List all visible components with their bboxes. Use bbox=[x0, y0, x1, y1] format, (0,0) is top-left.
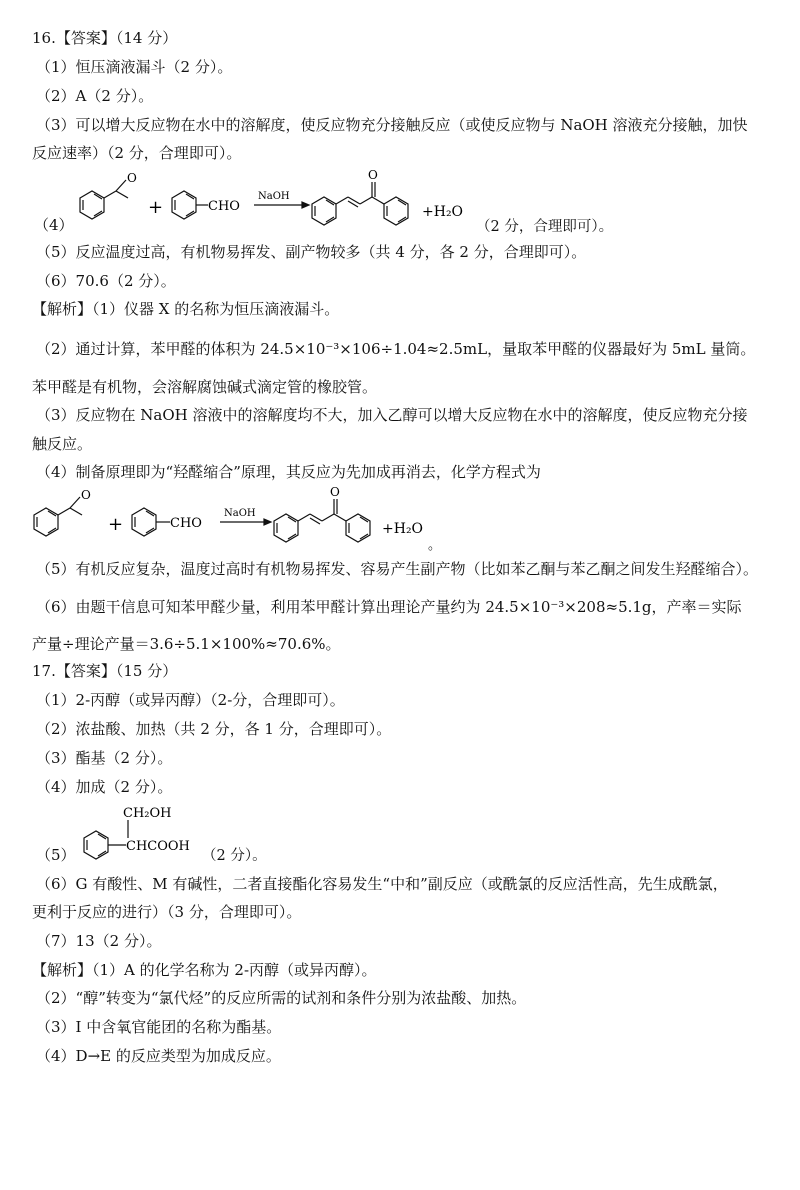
q17-answer-5-score: （2 分）。 bbox=[202, 848, 267, 864]
benzaldehyde-structure bbox=[172, 191, 208, 219]
plus-sign: + bbox=[148, 197, 164, 218]
q16-answer-3-line1: （3）可以增大反应物在水中的溶解度，使反应物充分接触反应（或使反应物与 NaOH 溶液充分接触，加快 bbox=[36, 116, 748, 134]
ketone-o-label: O bbox=[127, 171, 137, 185]
q16-analysis-2b: 苯甲醛是有机物，会溶解腐蚀碱式滴定管的橡胶管。 bbox=[32, 378, 378, 396]
q17-analysis-3: （3）I 中含氧官能团的名称为酯基。 bbox=[36, 1018, 282, 1036]
q16-analysis-3-line1: （3）反应物在 NaOH 溶液中的溶解度均不大，加入乙醇可以增大反应物在水中的溶解度，使反应物充分接 bbox=[36, 406, 748, 424]
cho-label: CHO bbox=[208, 199, 240, 214]
water-product: +H₂O bbox=[422, 204, 464, 220]
water-product-2: +H₂O bbox=[382, 521, 424, 537]
q16-analysis-reaction bbox=[20, 485, 660, 555]
product-o-label: O bbox=[368, 168, 378, 182]
q17-answer-5-row bbox=[30, 800, 430, 866]
q16-header: 16.【答案】（14 分） bbox=[32, 29, 178, 47]
reaction-arrow-2 bbox=[220, 519, 271, 525]
q17-answer-1: （1）2-丙醇（或异丙醇）（2-分，合理即可）。 bbox=[36, 691, 345, 709]
phenyl-ring bbox=[84, 820, 128, 859]
benzaldehyde-structure-2 bbox=[132, 508, 170, 536]
q17-answer-7: （7）13（2 分）。 bbox=[36, 932, 162, 950]
q17-analysis-1: 【解析】（1）A 的化学名称为 2-丙醇（或异丙醇）。 bbox=[32, 961, 377, 979]
naoh-reagent-2: NaOH bbox=[224, 508, 256, 519]
q16-analysis-6-line2: 产量÷理论产量＝3.6÷5.1×100%≈70.6%。 bbox=[32, 635, 341, 653]
q16-analysis-5: （5）有机反应复杂，温度过高时有机物易挥发、容易产生副产物（比如苯乙酮与苯乙酮之间发生羟醛缩合）。 bbox=[36, 560, 759, 578]
q16-reaction-equation bbox=[30, 168, 670, 238]
naoh-reagent: NaOH bbox=[258, 191, 290, 202]
q17-analysis-2: （2）“醇”转变为“氯代烃”的反应所需的试剂和条件分别为浓盐酸、加热。 bbox=[36, 989, 527, 1007]
q16-analysis-2: （2）通过计算，苯甲醛的体积为 24.5×10⁻³×106÷1.04≈2.5mL，量取苯甲醛的仪器最好为 5mL 量筒。 bbox=[36, 340, 756, 358]
q16-answer-4-label: （4） bbox=[34, 216, 74, 234]
q16-answer-4-score: （2 分，合理即可）。 bbox=[476, 219, 614, 235]
q16-analysis-1: 【解析】（1）仪器 X 的名称为恒压滴液漏斗。 bbox=[32, 300, 340, 318]
q17-answer-2: （2）浓盐酸、加热（共 2 分，各 1 分，合理即可）。 bbox=[36, 720, 392, 738]
q17-header: 17.【答案】（15 分） bbox=[32, 662, 178, 680]
q17-answer-5-label: （5） bbox=[36, 846, 76, 864]
acetophenone-structure-2 bbox=[34, 497, 82, 536]
q16-answer-6: （6）70.6（2 分）。 bbox=[36, 272, 176, 290]
cho-label-2: CHO bbox=[170, 516, 202, 531]
q16-answer-1: （1）恒压滴液漏斗（2 分）。 bbox=[36, 58, 233, 76]
ketone-o-label-2: O bbox=[81, 488, 91, 502]
q16-answer-2: （2）A（2 分）。 bbox=[36, 87, 154, 105]
q17-answer-4: （4）加成（2 分）。 bbox=[36, 778, 173, 796]
q16-answer-3-line2: 反应速率）（2 分，合理即可）。 bbox=[32, 144, 242, 162]
product-o-label-2: O bbox=[330, 485, 340, 499]
q17-answer-6-line1: （6）G 有酸性、M 有碱性，二者直接酯化容易发生“中和”副反应（或酰氯的反应活性高，先生成酰氯， bbox=[36, 875, 728, 893]
ch2oh-group: CH₂OH bbox=[123, 806, 172, 821]
q16-analysis-6-line1: （6）由题干信息可知苯甲醛少量，利用苯甲醛计算出理论产量约为 24.5×10⁻³×208≈5.1g，产率＝实际 bbox=[36, 598, 742, 616]
chalcone-structure bbox=[312, 182, 408, 225]
q16-analysis-3-line2: 触反应。 bbox=[32, 435, 93, 453]
equation-end-period: 。 bbox=[428, 538, 442, 553]
q17-answer-3: （3）酯基（2 分）。 bbox=[36, 749, 173, 767]
chcooh-group: CHCOOH bbox=[126, 839, 190, 854]
q17-answer-6-line2: 更利于反应的进行）（3 分，合理即可）。 bbox=[32, 903, 302, 921]
q16-answer-5: （5）反应温度过高，有机物易挥发、副产物较多（共 4 分，各 2 分，合理即可）。 bbox=[36, 243, 587, 261]
chalcone-structure-2 bbox=[274, 499, 370, 542]
plus-sign-2: + bbox=[108, 514, 124, 535]
reaction-structures-2 bbox=[20, 485, 660, 555]
q16-analysis-4: （4）制备原理即为“羟醛缩合”原理，其反应为先加成再消去，化学方程式为 bbox=[36, 463, 541, 481]
q17-analysis-4: （4）D→E 的反应类型为加成反应。 bbox=[36, 1047, 281, 1065]
reaction-arrow bbox=[254, 202, 309, 208]
acetophenone-structure bbox=[80, 180, 128, 219]
